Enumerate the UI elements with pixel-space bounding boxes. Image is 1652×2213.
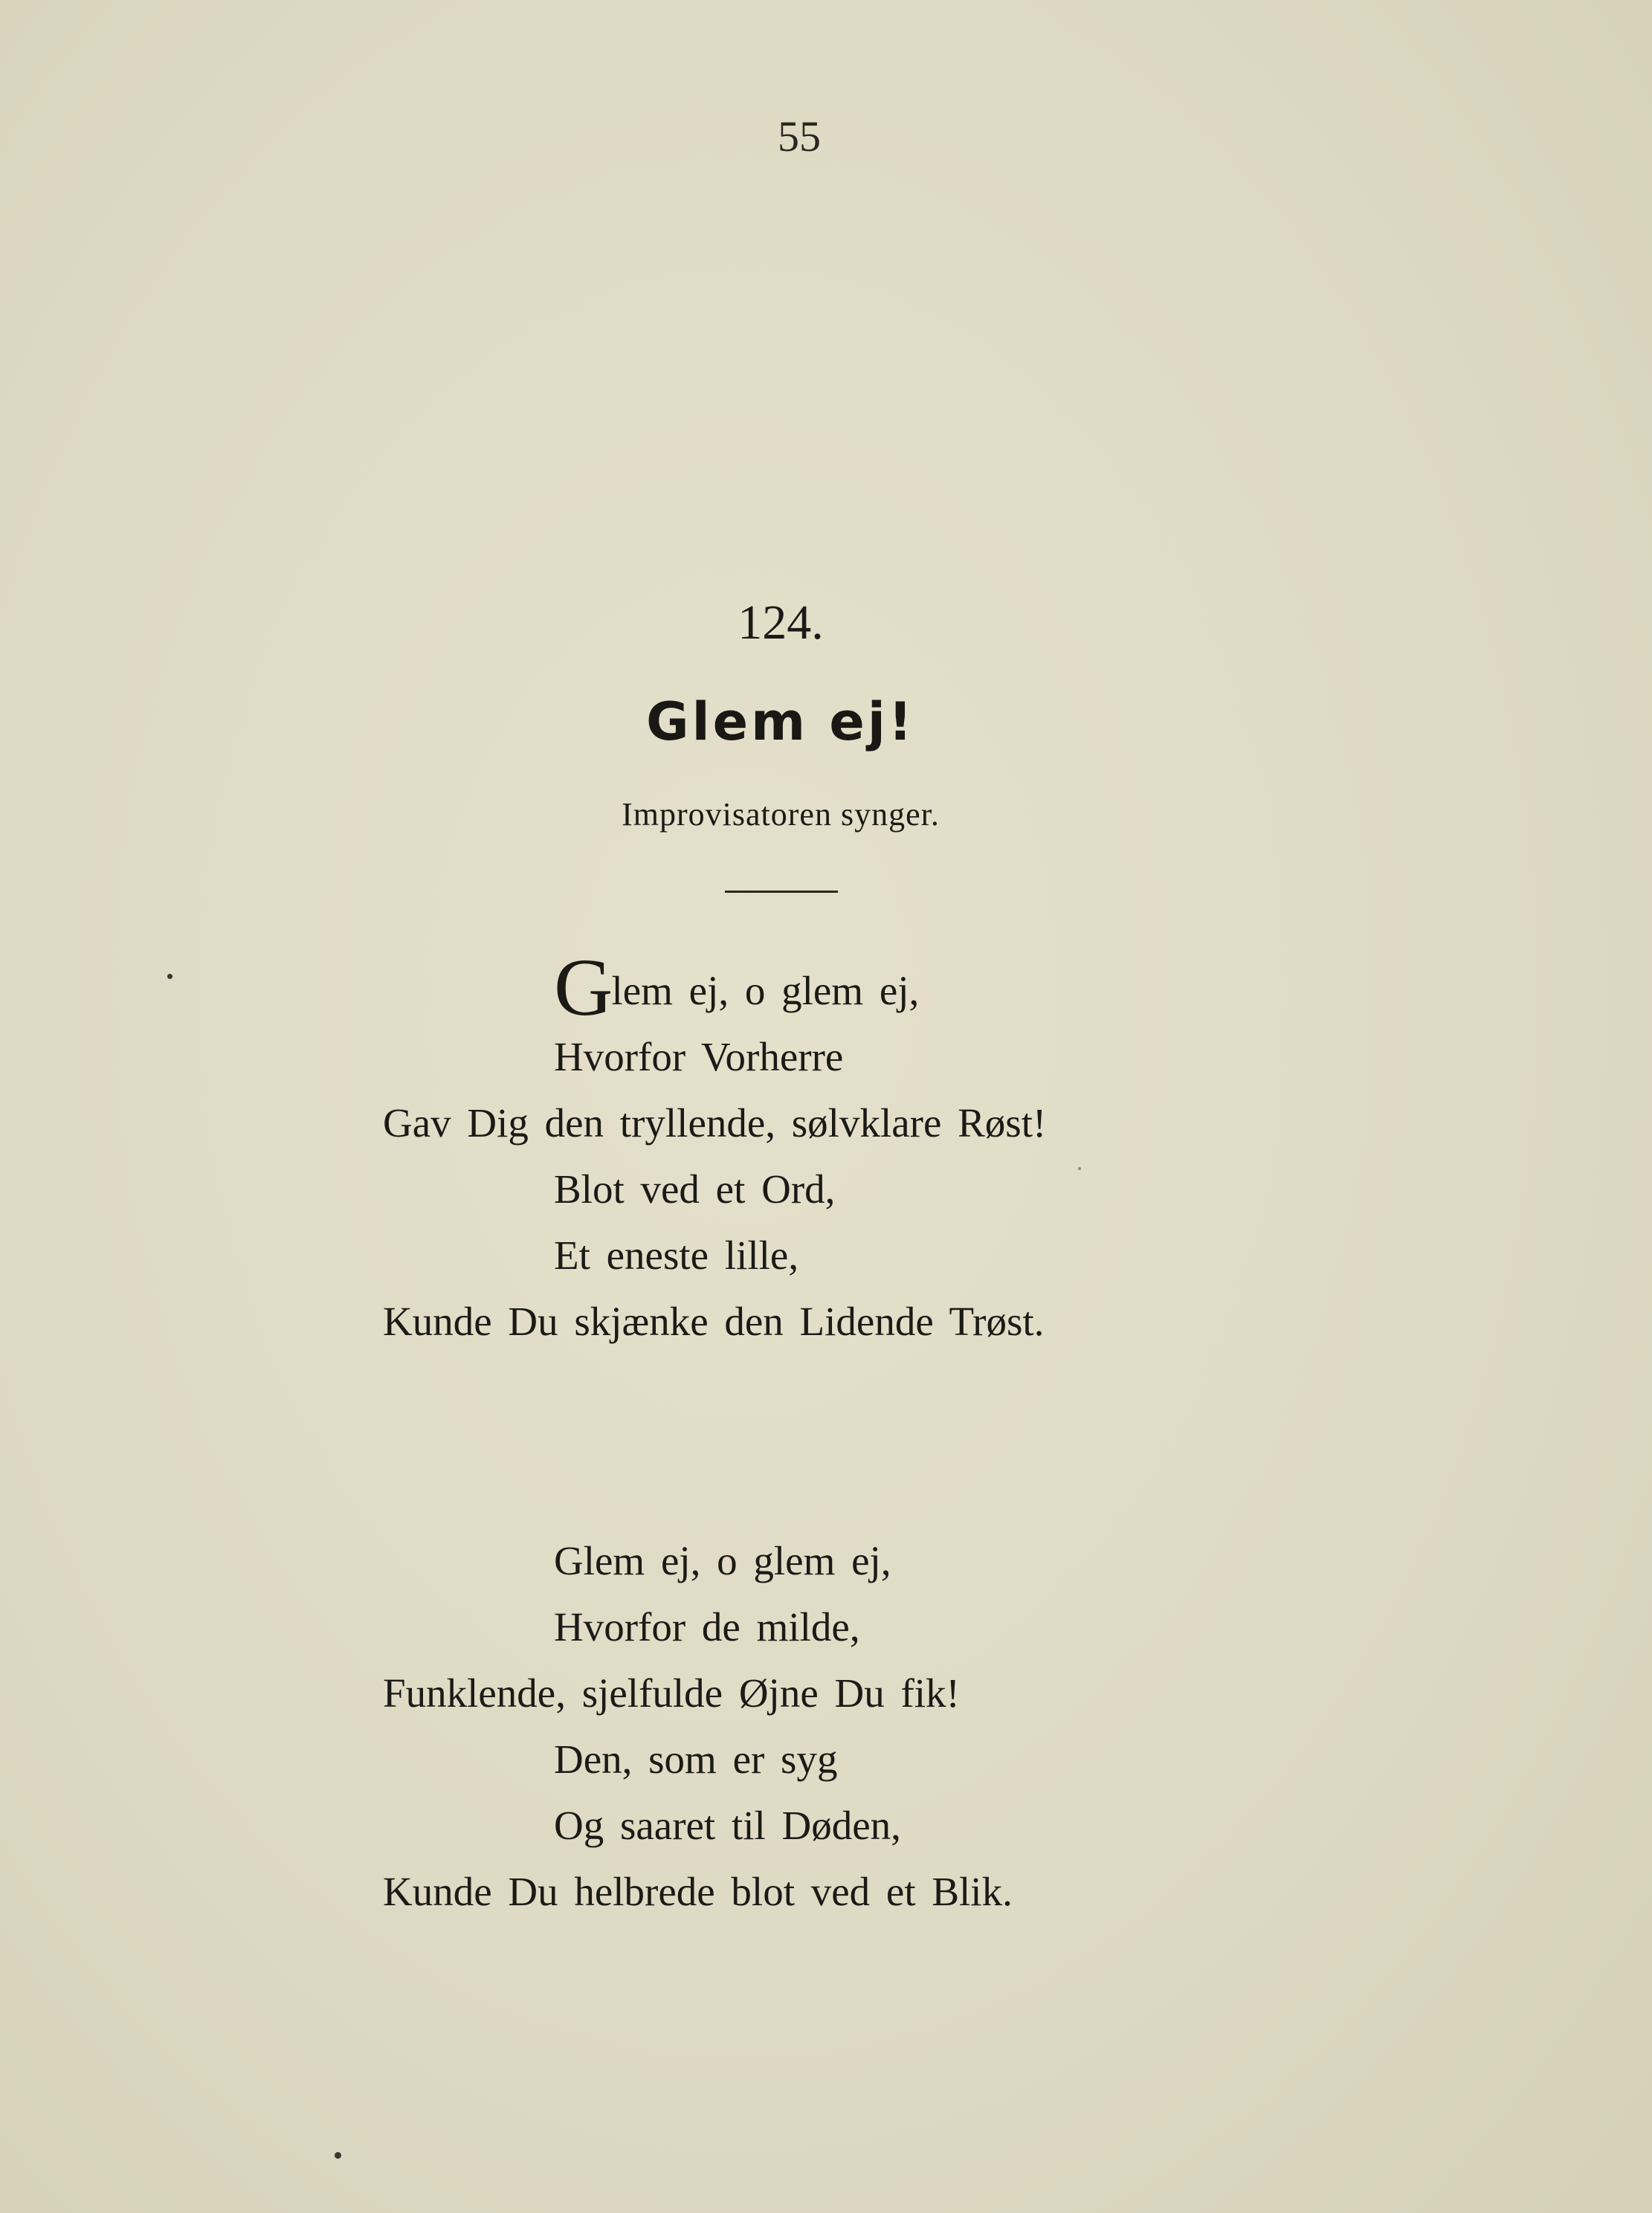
verse-line: Blot ved et Ord, [554,1166,836,1212]
paper-speck [1078,1167,1081,1170]
verse-line: Kunde Du helbrede blot ved et Blik. [383,1869,1013,1914]
poem-number: 124. [738,595,824,650]
poem-title: Glem ej! [646,691,915,752]
verse-line: Hvorfor Vorherre [554,1034,844,1079]
stanza-1 [383,942,1543,1354]
verse-line: Og saaret til Døden, [554,1803,901,1848]
page-number: 55 [778,112,821,161]
verse-line [383,942,1543,1033]
paper-speck [335,2152,341,2159]
stanza-2 [383,1528,1543,1925]
verse-line: Den, som er syg [554,1737,838,1782]
verse-line: Hvorfor de milde, [554,1604,860,1650]
verse-line-text: lem ej, o glem ej, [611,968,920,1013]
verse-line: Et eneste lille, [554,1233,799,1278]
paper-speck [167,974,172,979]
verse-line: Kunde Du skjænke den Lidende Trøst. [383,1299,1045,1344]
poem-subtitle: Improvisatoren synger. [622,796,940,833]
verse-line: Glem ej, o glem ej, [554,1538,891,1583]
drop-cap: G [554,942,613,1033]
title-divider [725,891,838,893]
verse-line: Gav Dig den tryllende, sølvklare Røst! [383,1100,1047,1146]
verse-line: Funklende, sjelfulde Øjne Du fik! [383,1670,960,1716]
